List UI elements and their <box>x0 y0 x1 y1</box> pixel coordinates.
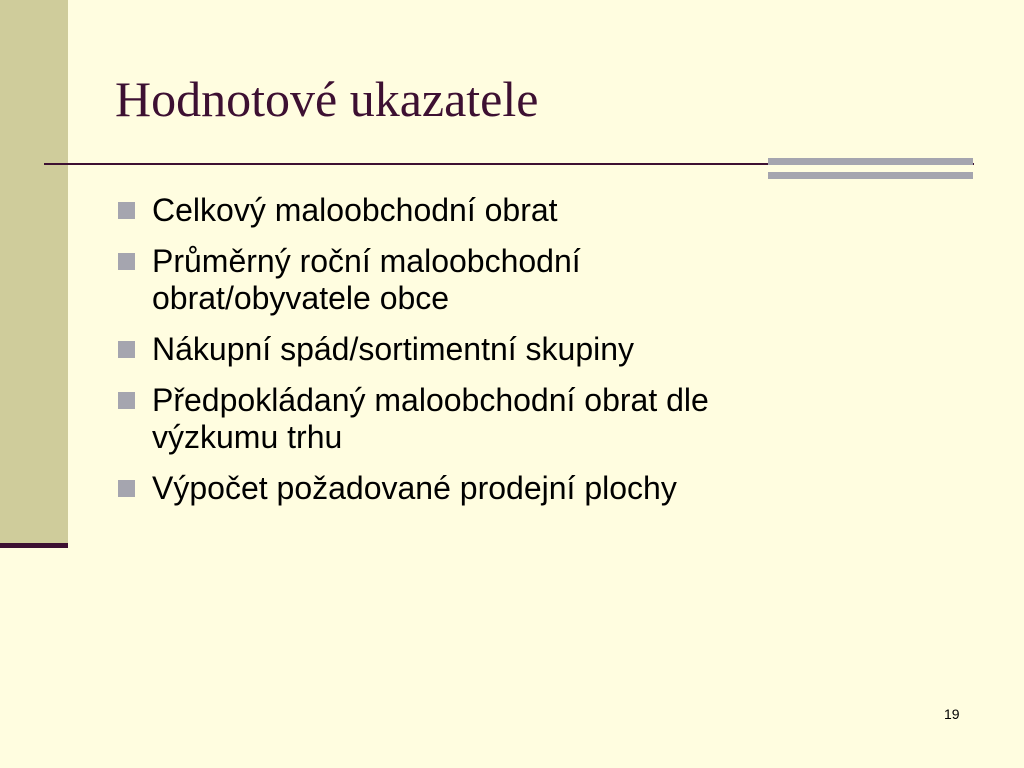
bullet-text: Celkový maloobchodní obrat <box>152 192 558 228</box>
divider-accent-bottom <box>768 172 973 179</box>
square-bullet-icon <box>118 341 135 358</box>
bullet-list <box>116 192 916 521</box>
bullet-item <box>116 382 916 456</box>
bullet-text: Nákupní spád/sortimentní skupiny <box>152 331 635 367</box>
square-bullet-icon <box>118 253 135 270</box>
bullet-item <box>116 331 916 368</box>
slide-title: Hodnotové ukazatele <box>115 71 539 127</box>
square-bullet-icon <box>118 392 135 409</box>
square-bullet-icon <box>118 480 135 497</box>
square-bullet-icon <box>118 202 135 219</box>
divider-accent-top <box>768 158 973 165</box>
left-decorative-band <box>0 0 68 543</box>
bullet-text: Předpokládaný maloobchodní obrat dle výzkumu trhu <box>152 382 709 455</box>
bullet-item <box>116 243 916 317</box>
left-accent-bar <box>0 543 68 548</box>
bullet-item <box>116 470 916 507</box>
bullet-item <box>116 192 916 229</box>
page-number: 19 <box>944 706 960 722</box>
bullet-text: Průměrný roční maloobchodní obrat/obyvatele obce <box>152 243 581 316</box>
bullet-text: Výpočet požadované prodejní plochy <box>152 470 677 506</box>
